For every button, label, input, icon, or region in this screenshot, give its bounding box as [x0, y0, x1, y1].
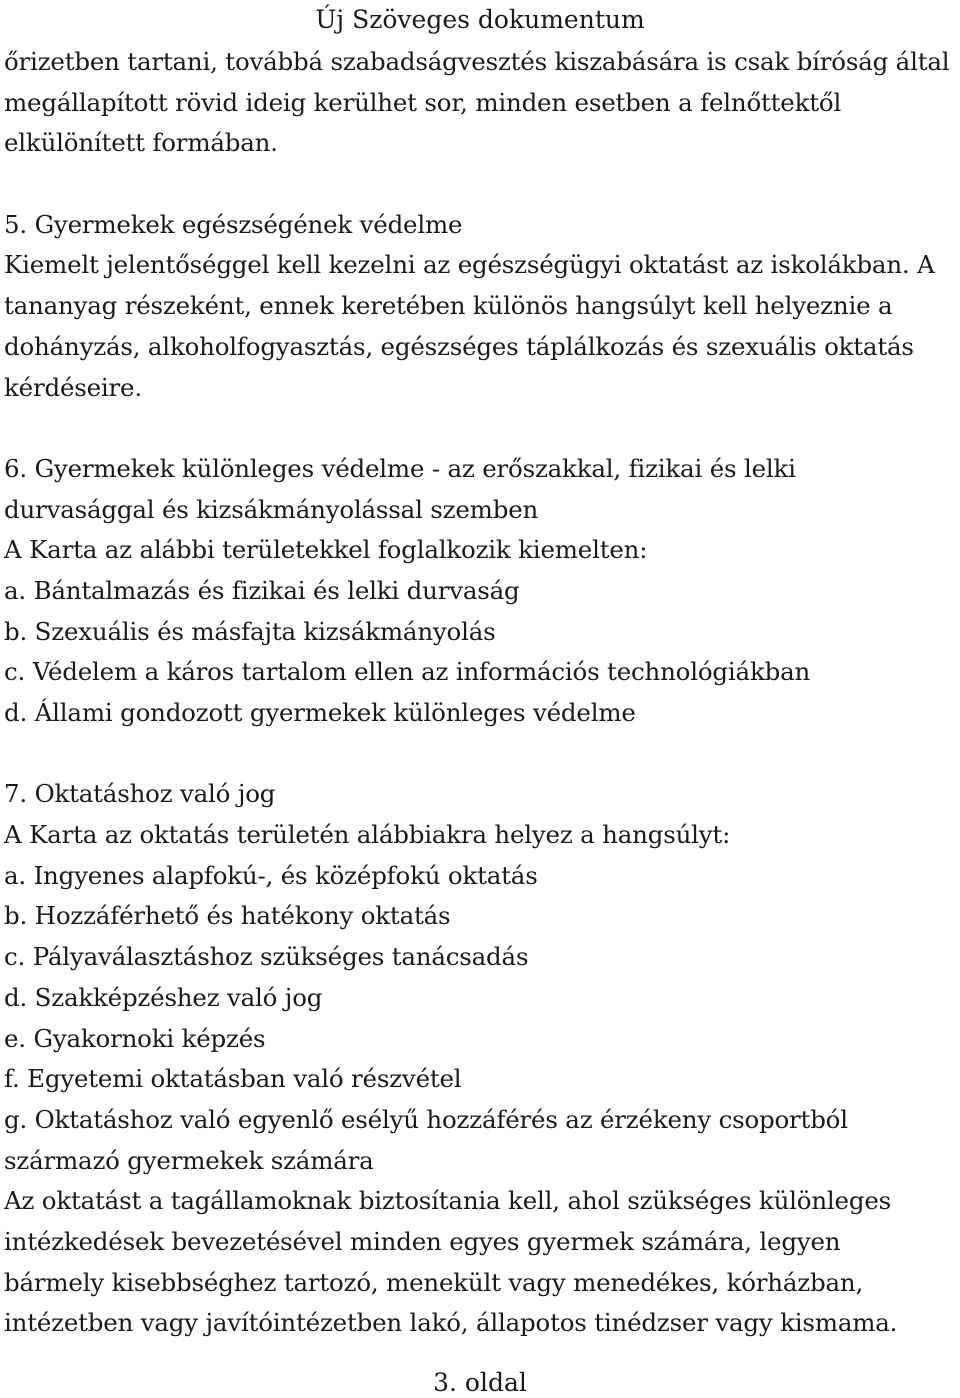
list-item: b. Hozzáférhető és hatékony oktatás: [4, 901, 451, 931]
paragraph-gap: [4, 408, 956, 449]
list-item-continuation: származó gyermekek számára: [4, 1145, 374, 1175]
list-item: c. Védelem a káros tartalom ellen az információs technológiákban: [4, 657, 811, 687]
text-line: megállapított rövid ideig kerülhet sor, minden esetben a felnőttektől: [4, 87, 842, 117]
list-item: c. Pályaválasztáshoz szükséges tanácsadás: [4, 942, 529, 972]
list-item: d. Szakképzéshez való jog: [4, 982, 323, 1012]
page-number: 3. oldal: [433, 1368, 527, 1397]
document-body: [4, 42, 956, 1344]
section-heading: 6. Gyermekek különleges védelme - az erőszakkal, fizikai és lelki: [4, 453, 796, 483]
list-item: e. Gyakornoki képzés: [4, 1023, 266, 1053]
text-line: kérdéseire.: [4, 372, 142, 402]
document-title: Új Szöveges dokumentum: [315, 5, 645, 34]
list-item: a. Ingyenes alapfokú-, és középfokú oktatás: [4, 860, 538, 890]
paragraph-gap: [4, 734, 956, 775]
text-line: A Karta az alábbi területekkel foglalkozik kiemelten:: [4, 535, 648, 565]
section-heading: 7. Oktatáshoz való jog: [4, 779, 276, 809]
text-line: Az oktatást a tagállamoknak biztosítania kell, ahol szükséges különleges: [4, 1186, 892, 1216]
text-line: tananyag részeként, ennek keretében különös hangsúlyt kell helyeznie a: [4, 291, 893, 321]
section-5: [4, 205, 956, 408]
section-7: [4, 774, 956, 1344]
text-line: intézkedések bevezetésével minden egyes gyermek számára, legyen: [4, 1226, 841, 1256]
text-line: őrizetben tartani, továbbá szabadságvesztés kiszabására is csak bíróság által: [4, 47, 950, 76]
text-line: dohányzás, alkoholfogyasztás, egészséges táplálkozás és szexuális oktatás: [4, 331, 914, 361]
text-line: Kiemelt jelentőséggel kell kezelni az egészségügyi oktatást az iskolákban. A: [4, 250, 935, 280]
text-line: elkülönített formában.: [4, 128, 278, 158]
text-line: bármely kisebbséghez tartozó, menekült vagy menedékes, kórházban,: [4, 1267, 864, 1297]
text-line: A Karta az oktatás területén alábbiakra helyez a hangsúlyt:: [4, 820, 731, 850]
list-item: g. Oktatáshoz való egyenlő esélyű hozzáférés az érzékeny csoportból: [4, 1104, 848, 1134]
text-line: intézetben vagy javítóintézetben lakó, állapotos tinédzser vagy kismama.: [4, 1308, 898, 1338]
list-item: b. Szexuális és másfajta kizsákmányolás: [4, 616, 496, 646]
list-item: d. Állami gondozott gyermekek különleges védelme: [4, 698, 636, 727]
section-6: [4, 449, 956, 734]
paragraph-gap: [4, 164, 956, 205]
section-heading: 5. Gyermekek egészségének védelme: [4, 209, 463, 239]
list-item: a. Bántalmazás és fizikai és lelki durvaság: [4, 575, 520, 605]
paragraph-continuation: [4, 42, 956, 164]
list-item: f. Egyetemi oktatásban való részvétel: [4, 1064, 462, 1094]
section-heading-continuation: durvasággal és kizsákmányolással szemben: [4, 494, 539, 524]
